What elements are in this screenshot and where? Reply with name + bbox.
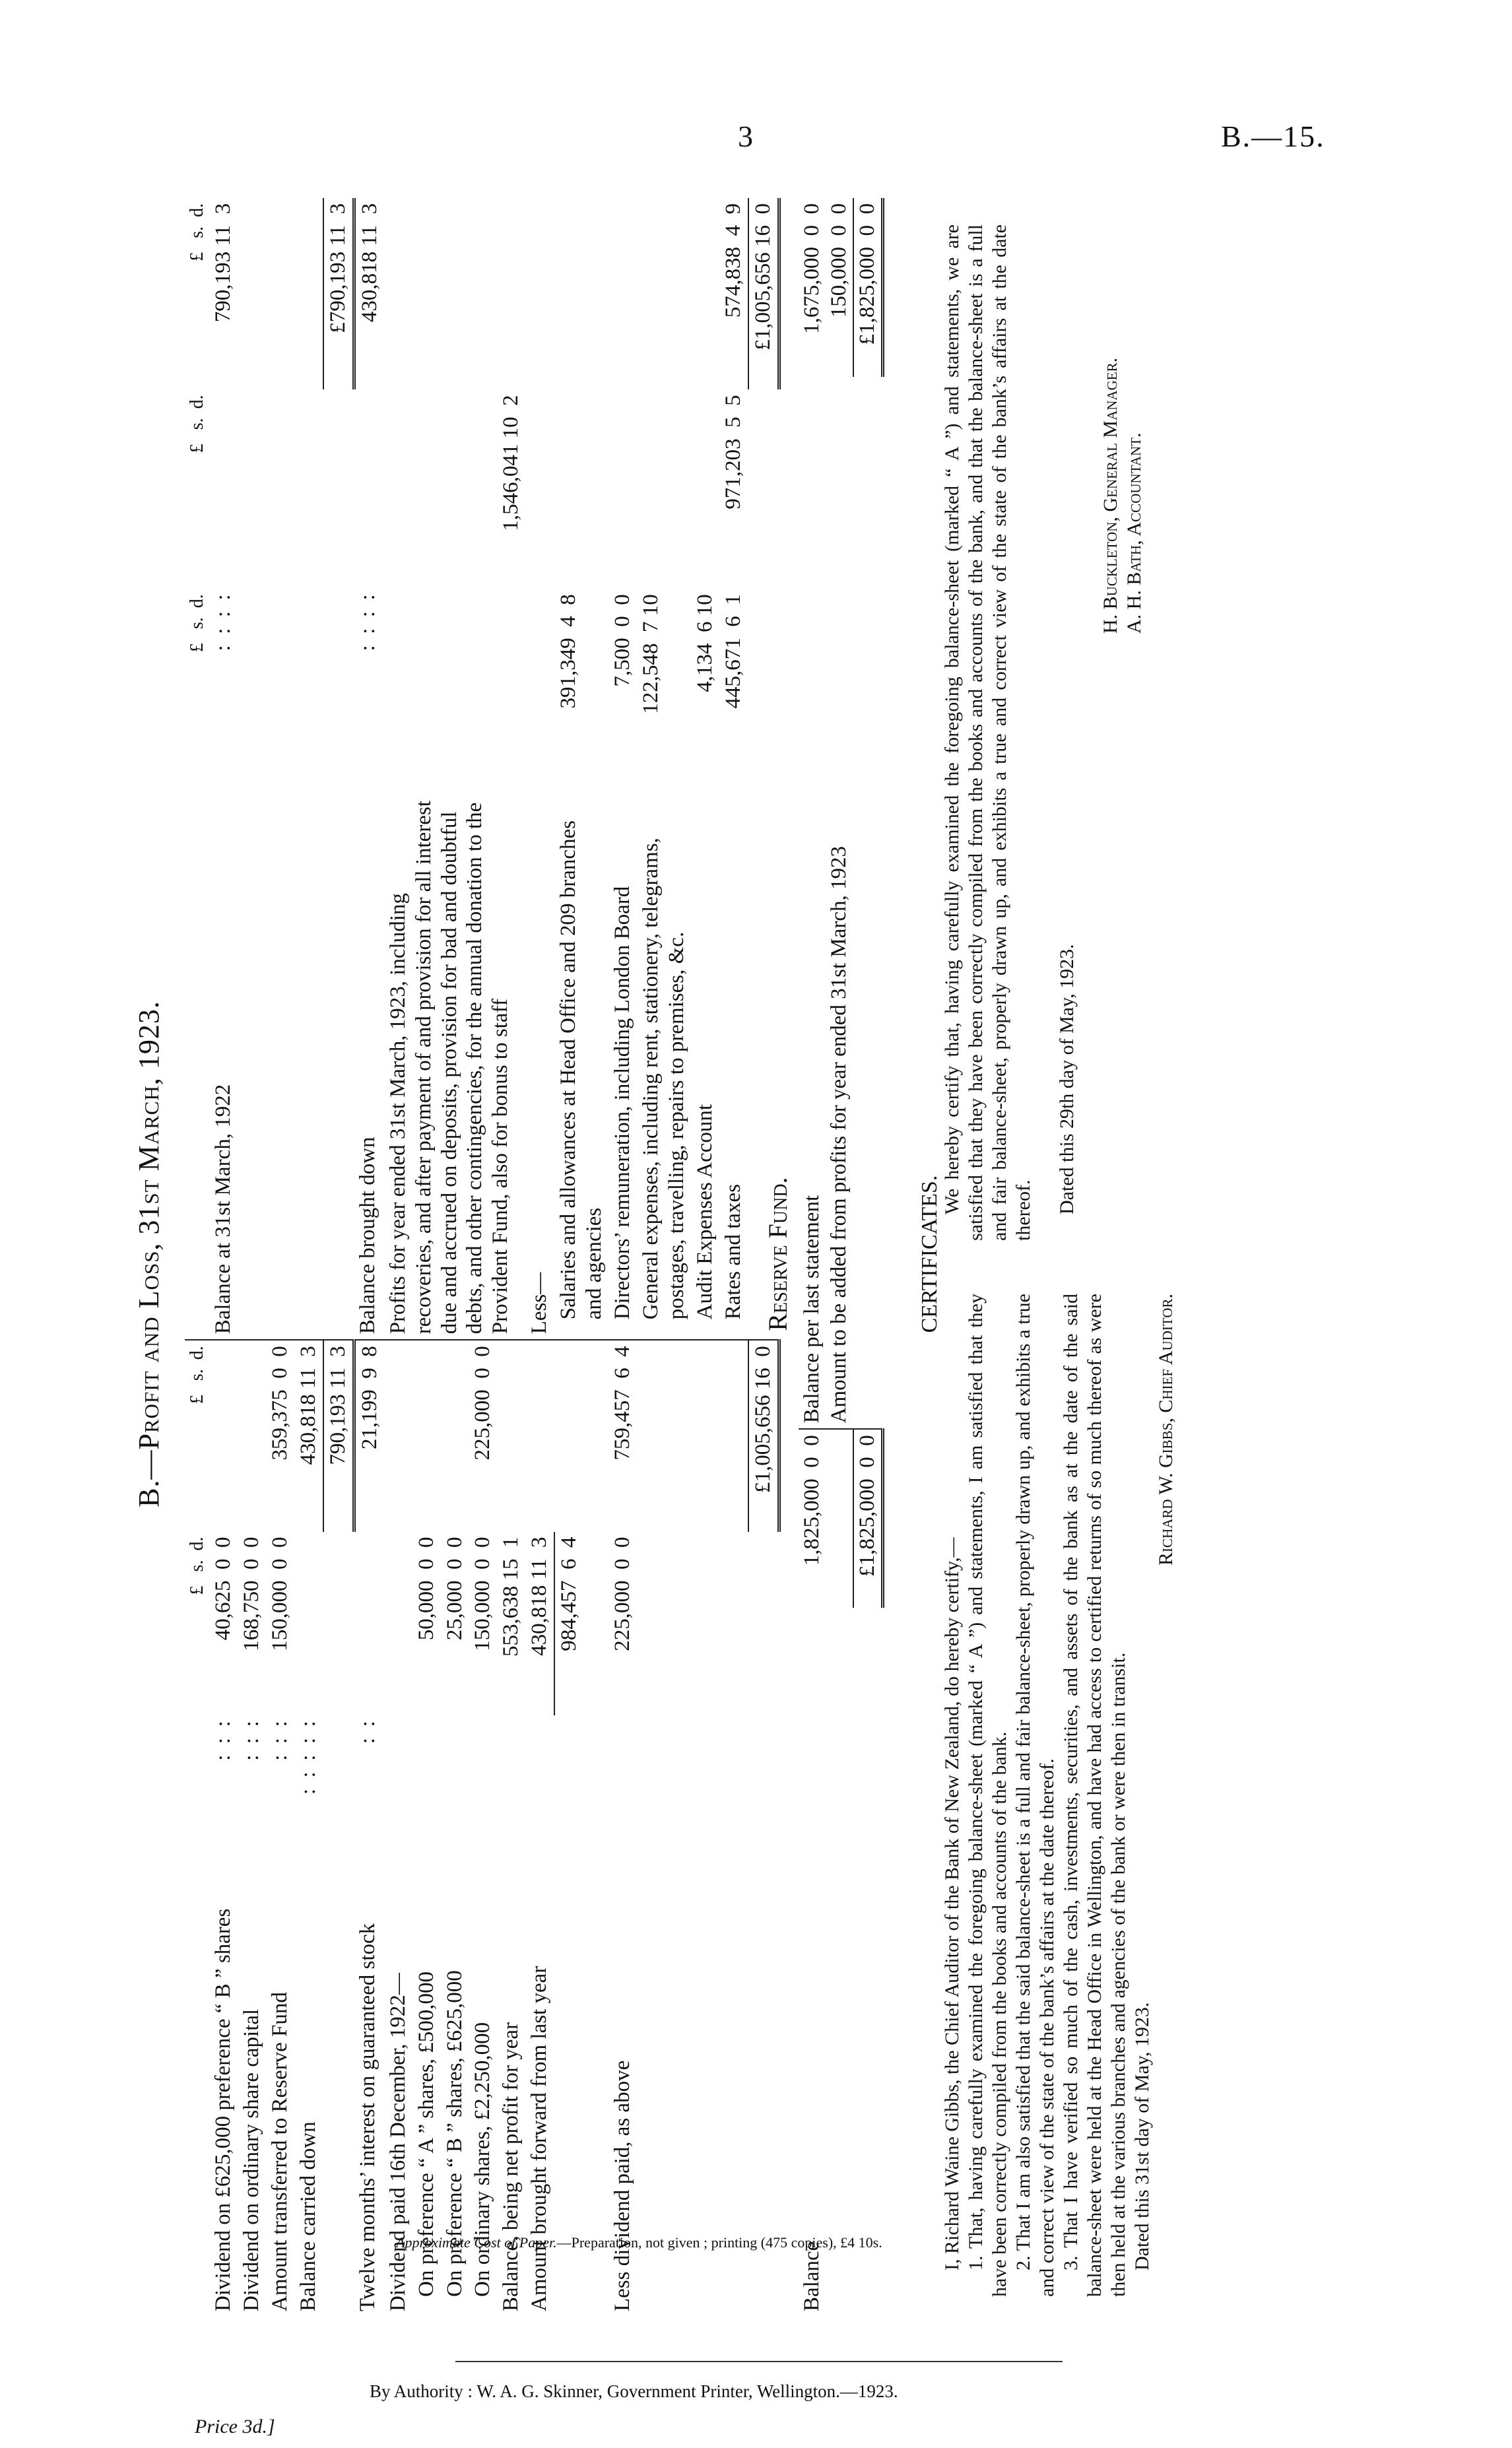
management-certificate xyxy=(940,224,1146,1241)
cur-pounds: £ xyxy=(187,1395,207,1405)
table-row xyxy=(826,198,853,2317)
row-label: Directors’ remuneration, including London Board xyxy=(608,788,637,1340)
row-amount: 50,000 0 0 xyxy=(414,1537,438,1641)
row-label: General expenses, including rent, stationery, telegrams, postages, travelling, repairs to premises, &c. xyxy=(637,788,691,1340)
row-total: £1,825,000 0 0 xyxy=(853,1429,883,1608)
row-amount: 25,000 0 0 xyxy=(442,1537,467,1641)
table-row xyxy=(637,198,691,2317)
footer-rule xyxy=(455,2361,1063,2362)
page-number: 3 xyxy=(738,119,753,153)
row-subtotal: 359,375 0 0 xyxy=(267,1346,292,1461)
row-label: Balance at 31st March, 1922 xyxy=(209,788,238,1340)
rotated-statement xyxy=(132,165,1254,2343)
row-total: 790,193 11 3 xyxy=(323,1340,354,1531)
cost-label: Approximate Cost of Paper. xyxy=(396,2234,557,2251)
table-row xyxy=(209,198,238,2317)
row-amount: 553,638 15 1 xyxy=(499,1537,523,1657)
certificates-title: CERTIFICATES. xyxy=(917,1175,942,1333)
authority-line: By Authority : W. A. G. Skinner, Government Printer, Wellington.—1923. xyxy=(370,2381,898,2401)
total-row xyxy=(853,198,883,2317)
row-amount: 225,000 0 0 xyxy=(610,1537,635,1651)
row-label: Dividend on ordinary share capital xyxy=(239,2008,263,2311)
table-row xyxy=(238,198,266,2317)
row-amount: 122,548 7 10 xyxy=(639,594,663,714)
row-dots: : : xyxy=(356,1721,380,1755)
auditor-intro: I, Richard Waine Gibbs, the Chief Auditor of the Bank of New Zealand, do hereby certify,— xyxy=(941,1537,963,2270)
cur-sd: s. d. xyxy=(187,594,207,630)
row-subtotal: 225,000 0 0 xyxy=(471,1346,495,1461)
row-label: Audit Expenses Account xyxy=(691,788,719,1340)
row-amount: 430,818 11 3 xyxy=(527,1537,552,1656)
row-amount: 391,349 4 8 xyxy=(556,594,581,709)
row-total: £1,825,000 0 0 xyxy=(853,198,883,377)
row-label: Balance carried down xyxy=(296,2121,320,2311)
row-label: Dividend on £625,000 preference “ B ” shares xyxy=(211,1908,236,2311)
table-row xyxy=(554,198,608,2317)
row-label: Balance brought down xyxy=(354,788,383,1340)
table-row xyxy=(266,198,294,2317)
cur-pounds: £ xyxy=(187,251,207,261)
row-amount: 168,750 0 0 xyxy=(239,1537,263,1651)
row-amount: 40,625 0 0 xyxy=(211,1537,236,1641)
cost-footnote xyxy=(396,2234,882,2251)
reserve-fund-title: Reserve Fund. xyxy=(763,1177,793,1331)
row-label: On preference “ A ” shares, £500,000 xyxy=(414,1971,438,2297)
management-paragraph: We hereby certify that, having carefully examined the foregoing balance-sheet (marked “ A ”) and statements, we are satisfied that they have been correctly compiled from the books and accounts of the bank, and that the balance-sheet is a full and fair balance-sheet, properly drawn up, and exhibits a true and correct view of the state of the bank’s affairs at the date thereof. xyxy=(941,224,1034,1241)
row-dots: : : : xyxy=(239,1721,263,1772)
row-label: Less— xyxy=(525,788,554,1340)
row-amount: 1,675,000 0 0 xyxy=(800,203,824,334)
row-label: Balance per last statement xyxy=(799,563,826,1429)
auditor-paragraph: 3. That I have verified so much of the cash, investments, securities, and assets of the bank as at the date of the said balance-sheet were held at the Head Office in Wellington, and have had access to certified returns of so much thereof as were then held at the various branches and agencies of the bank or were then in transit. xyxy=(1060,1294,1129,2297)
profit-loss-table xyxy=(185,198,781,2317)
auditor-paragraph: 1. That, having carefully examined the foregoing balance-sheet (marked “ A ”) and statements, I am satisfied that they have been correctly compiled from the books and accounts of the bank. xyxy=(965,1294,1010,2297)
management-signatures xyxy=(1099,224,1146,634)
row-dots: : : : : xyxy=(211,594,236,662)
table-row xyxy=(525,198,554,2317)
cur-sd: s. d. xyxy=(187,1537,207,1572)
row-label: Amount transferred to Reserve Fund xyxy=(267,1992,292,2311)
row-amount: 430,818 11 3 xyxy=(296,1346,320,1465)
row-amount: 150,000 0 0 xyxy=(827,203,851,318)
row-label: On ordinary shares, £2,250,000 xyxy=(471,2022,495,2297)
cur-sd: s. d. xyxy=(187,395,207,430)
row-net: 574,838 4 9 xyxy=(721,203,745,318)
table-row xyxy=(384,198,412,2317)
profits-description: Profits for year ended 31st March, 1923, including recoveries, and after payment of and provision for all interest due and accrued on deposits, provision for bad and doubtful debts, and other contingencies, for the annual donation to the Provident Fund, also for bonus to staff xyxy=(384,788,526,1340)
auditor-certificate xyxy=(940,1294,1178,2297)
row-amount: 1,546,041 10 2 xyxy=(499,395,523,531)
currency-header-row xyxy=(185,198,209,2317)
row-label: Amount brought forward from last year xyxy=(527,1966,552,2311)
row-dots: : : : : : xyxy=(296,1721,320,1806)
auditor-signature: Richard W. Gibbs, Chief Auditor. xyxy=(1155,1294,1177,1566)
cur-pounds: £ xyxy=(187,1585,207,1595)
price-label: Price 3d.] xyxy=(195,2416,275,2437)
row-label: Amount to be added from profits for year ended 31st March, 1923 xyxy=(826,563,853,1429)
cur-sd: s. d. xyxy=(187,203,207,238)
table-row xyxy=(691,198,719,2317)
row-dots: : : : : xyxy=(356,594,380,662)
row-subtotal: 971,203 5 5 xyxy=(721,395,745,510)
row-total: £790,193 11 3 xyxy=(323,198,354,389)
row-label: Salaries and allowances at Head Office and 209 branches and agencies xyxy=(554,788,608,1340)
row-dots: : : : xyxy=(267,1721,292,1772)
row-label: Balance xyxy=(800,2241,824,2311)
table-row xyxy=(719,198,748,2317)
row-amount: 150,000 0 0 xyxy=(267,1537,292,1651)
row-label: On preference “ B ” shares, £625,000 xyxy=(442,1970,467,2297)
general-manager-signature: H. Buckleton, General Manager. xyxy=(1100,357,1121,634)
cur-pounds: £ xyxy=(187,444,207,453)
cost-text: —Preparation, not given ; printing (475 copies), £4 10s. xyxy=(556,2234,882,2251)
row-grand-total: £1,005,656 16 0 xyxy=(748,1340,779,1531)
row-label: Rates and taxes xyxy=(719,788,748,1340)
auditor-paragraph: 2. That I am also satisfied that the said balance-sheet is a full and fair balance-sheet, properly drawn up, and exhibits a true and correct view of the state of the bank’s affairs at the date thereof. xyxy=(1012,1294,1058,2297)
row-amount: 7,500 0 0 xyxy=(610,594,635,687)
row-label: Less dividend paid, as above xyxy=(610,2060,635,2311)
row-label: Twelve months’ interest on guaranteed stock xyxy=(356,1923,380,2311)
row-dots: : : : xyxy=(211,1721,236,1772)
cur-pounds: £ xyxy=(187,643,207,653)
row-amount: 21,199 9 8 xyxy=(357,1346,381,1449)
row-amount: 430,818 11 3 xyxy=(357,203,381,323)
table-row xyxy=(608,198,637,2317)
table-row xyxy=(354,198,383,2317)
management-date: Dated this 29th day of May, 1923. xyxy=(1056,944,1078,1214)
document-reference: B.—15. xyxy=(1221,119,1325,153)
row-amount: 790,193 11 3 xyxy=(211,203,236,323)
accountant-signature: A. H. Bath, Accountant. xyxy=(1123,432,1145,634)
row-amount: 984,457 6 4 xyxy=(554,1532,608,1716)
table-row xyxy=(799,198,826,2317)
cur-sd: s. d. xyxy=(187,1346,207,1381)
row-amount: 4,134 6 10 xyxy=(692,594,717,692)
reserve-fund-table xyxy=(799,198,884,2317)
auditor-date: Dated this 31st day of May, 1923. xyxy=(1131,2002,1153,2270)
table-row xyxy=(294,198,323,2317)
row-amount: 445,671 6 1 xyxy=(721,594,745,709)
total-row xyxy=(323,198,354,2317)
row-amount: 150,000 0 0 xyxy=(471,1537,495,1651)
row-label: Dividend paid 16th December, 1922— xyxy=(385,1973,410,2311)
row-subtotal: 759,457 6 4 xyxy=(610,1346,635,1461)
statement-title: B.—Profit and Loss, 31st March, 1923. xyxy=(133,1001,165,1507)
row-label: Balance, being net profit for year xyxy=(499,2022,523,2311)
row-amount: 1,825,000 0 0 xyxy=(800,1435,824,1566)
row-grand-total: £1,005,656 16 0 xyxy=(748,198,779,389)
